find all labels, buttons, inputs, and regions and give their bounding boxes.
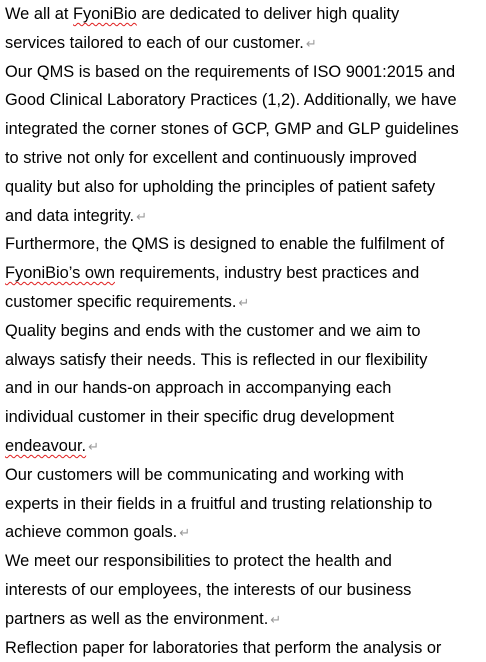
text-line [5,403,483,432]
text-line [5,461,483,490]
text-run: requirements, industry best practices and [114,264,420,283]
text-run: to strive not only for excellent and continuously improved [5,148,417,167]
text-run: Good Clinical Laboratory Practices (1,2). Additionally, we have [5,91,457,110]
text-run: quality but also for upholding the principles of patient safety [5,177,436,196]
text-line [5,259,483,288]
text-run: interests of our employees, the interests of our business [5,580,412,599]
text-line [5,432,483,461]
text-line [5,86,483,115]
document-body[interactable] [5,0,483,662]
paragraph-mark-icon: ↵ [179,525,191,541]
paragraph-mark-icon: ↵ [136,208,147,224]
text-line [5,115,483,144]
text-run: Quality begins and ends with the customer and we aim to [5,321,421,340]
text-run: We all at [5,5,74,23]
text-run: individual customer in their specific drug development [5,408,395,427]
paragraph-mark-icon: ↵ [270,611,282,627]
text-line [5,202,483,231]
text-run: Our QMS is based on the requirements of ISO 9001:2015 and [5,62,456,81]
paragraph-mark-icon: ↵ [305,35,317,51]
text-line [5,576,483,605]
text-run: Our customers will be communicating and working with [5,465,404,484]
text-line [5,144,483,173]
text-line [5,490,483,519]
text-run: Furthermore, the QMS is designed to enable the fulfilment of [5,235,445,254]
spellcheck-flagged-text: endeavour. [5,436,87,455]
text-line [5,634,483,662]
paragraph-mark-icon: ↵ [238,294,250,310]
text-run: are dedicated to deliver high quality [136,5,400,23]
text-run: customer specific requirements. [5,292,237,311]
text-line [5,288,483,317]
text-line [5,317,483,346]
paragraph-mark-icon: ↵ [88,438,100,454]
text-run: integrated the corner stones of GCP, GMP and GLP guidelines [5,120,459,139]
text-run: experts in their fields in a fruitful and trusting relationship to [5,494,433,513]
text-line [5,29,483,58]
text-line [5,547,483,576]
spellcheck-flagged-text: FyoniBio’s own [5,264,115,283]
text-run: Reflection paper for laboratories that perform the analysis or [5,638,442,657]
text-line [5,0,483,29]
text-run: We meet our responsibilities to protect the health and [5,552,392,571]
text-run: and data integrity. [5,206,135,225]
text-run: and in our hands-on approach in accompanying each [5,379,392,398]
spellcheck-flagged-text: FyoniBio [73,5,137,23]
text-line [5,58,483,87]
text-run: always satisfy their needs. This is reflected in our flexibility [5,350,428,369]
text-run: achieve common goals. [5,523,178,542]
text-line [5,605,483,634]
text-line [5,173,483,202]
text-line [5,374,483,403]
text-run: services tailored to each of our customer. [5,33,304,52]
text-line [5,518,483,547]
text-line [5,346,483,375]
text-line [5,230,483,259]
text-run: partners as well as the environment. [5,609,269,628]
